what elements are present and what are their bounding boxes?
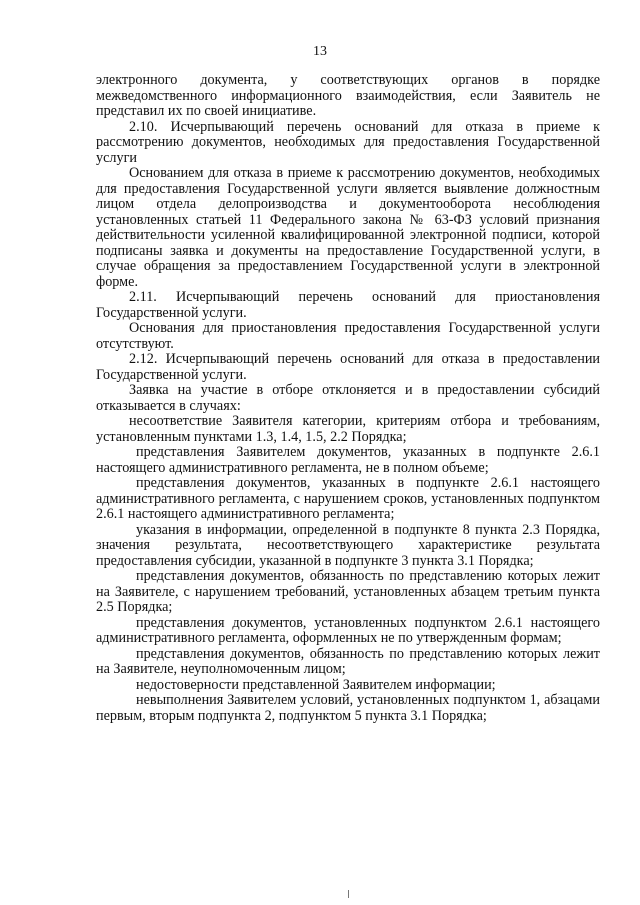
scan-mark	[348, 890, 349, 898]
list-item-result-mismatch: указания в информации, определенной в подпункте 8 пункта 2.3 Порядка, значения результата, несоответствующего характеристике результата предоставления субсидии, указанной в подпункте 3 пункта 3.1 Порядка;	[96, 521, 600, 569]
list-item-false-information: недостоверности представленной Заявителем информации;	[136, 676, 496, 693]
section-heading-2-12: 2.12. Исчерпывающий перечень оснований для отказа в предоставлении Государственной услуги.	[96, 351, 600, 383]
section-heading-2-11: 2.11. Исчерпывающий перечень оснований для приостановления Государственной услуги.	[96, 289, 600, 321]
list-item-conditions-not-met: невыполнения Заявителем условий, установленных подпунктом 1, абзацами первым, вторым подпункта 2, подпунктом 5 пункта 3.1 Порядка;	[96, 692, 600, 724]
paragraph-no-suspension-grounds: Основания для приостановления предоставления Государственной услуги отсутствуют.	[96, 320, 600, 352]
list-item-unauthorized-person: представления документов, обязанность по представлению которых лежит на Заявителе, неуполномоченным лицом;	[96, 645, 600, 677]
list-item-requirements-violation: представления документов, обязанность по представлению которых лежит на Заявителе, с нарушением требований, установленных абзацем третьим пункта 2.5 Порядка;	[96, 568, 600, 615]
document-body	[96, 73, 600, 724]
list-item-wrong-forms: представления документов, установленных подпунктом 2.6.1 настоящего административного регламента, оформленных не по утвержденным формам;	[96, 614, 600, 646]
list-item-late-documents: представления документов, указанных в подпункте 2.6.1 настоящего административного регламента, с нарушением сроков, установленных подпунктом 2.6.1 настоящего административного регламента;	[96, 475, 600, 522]
list-item-incomplete-documents: представления Заявителем документов, указанных в подпункте 2.6.1 настоящего административного регламента, не в полном объеме;	[96, 444, 600, 476]
paragraph-rejection-intro: Заявка на участие в отборе отклоняется и в предоставлении субсидий отказывается в случаях:	[96, 382, 600, 414]
section-heading-2-10: 2.10. Исчерпывающий перечень оснований для отказа в приеме к рассмотрению документов, необходимых для предоставления Государственной услуги	[96, 118, 600, 166]
page-number: 13	[313, 44, 327, 59]
list-item-noncompliance: несоответствие Заявителя категории, критериям отбора и требованиям, установленным пунктами 1.3, 1.4, 1.5, 2.2 Порядка;	[96, 413, 600, 445]
paragraph-grounds-refusal-acceptance: Основанием для отказа в приеме к рассмотрению документов, необходимых для предоставления Государственной услуги является выявление должностным лицом отдела делопроизводства и документооборота несоблюдения установленных статьей 11 Федерального закона № 63-ФЗ условий признания действительности усиленной квалифицированной электронной подписи, которой подписаны заявка и документы на предоставление Государственной услуги, в случае обращения за предоставлением Государственной услуги в электронной форме.	[96, 165, 600, 290]
paragraph-continuation: электронного документа, у соответствующих органов в порядке межведомственного информационного взаимодействия, если Заявитель не представил их по своей инициативе.	[96, 72, 600, 119]
